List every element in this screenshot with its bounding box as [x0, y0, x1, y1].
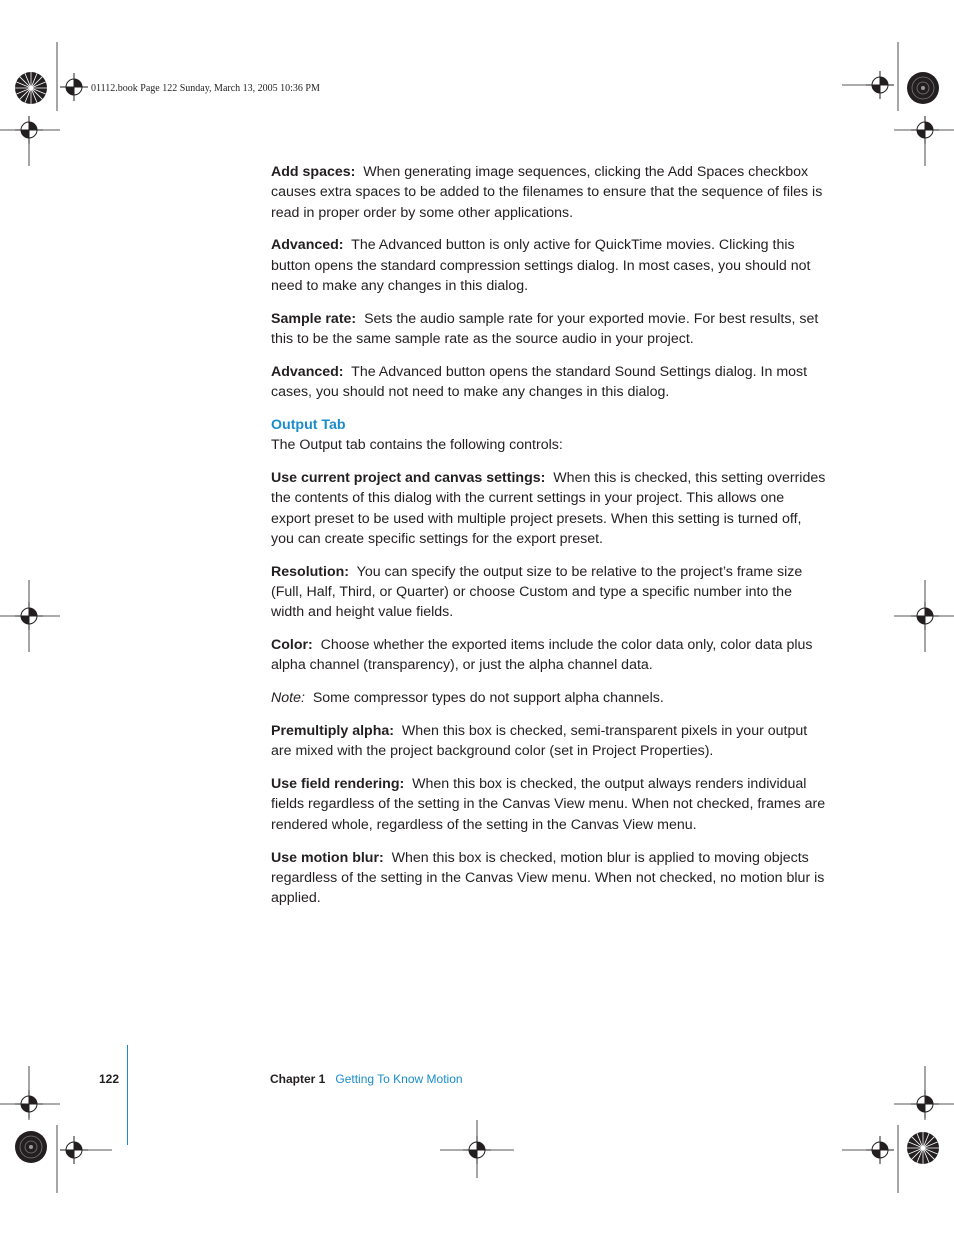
term-label: Resolution:	[271, 563, 350, 580]
note-text: Some compressor types do not support alpha channels.	[312, 690, 664, 707]
term-label: Use motion blur:	[271, 849, 384, 866]
section-intro: The Output tab contains the following controls:	[271, 437, 563, 454]
paragraph-motion-blur	[271, 848, 827, 909]
paragraph-advanced-audio	[271, 362, 827, 403]
paragraph-text: You can specify the output size to be relative to the project’s frame size (Full, Half, Third, or Quarter) or choose Custom and type a specific number into the width and height value fields.	[271, 563, 803, 621]
term-label: Advanced:	[271, 363, 344, 380]
body-text	[271, 162, 827, 921]
paragraph-add-spaces	[271, 162, 827, 223]
paragraph-text: Choose whether the exported items include the color data only, color data plus alpha channel (transparency), or just the alpha channel data.	[271, 637, 813, 674]
paragraph-text: When this box is checked, motion blur is applied to moving objects regardless of the setting in the Canvas View menu. When not checked, no motion blur is applied.	[271, 849, 825, 907]
paragraph-text: When this box is checked, the output always renders individual fields regardless of the setting in the Canvas View menu. When not checked, frames are rendered whole, regardless of the setting in the Canvas View menu.	[271, 776, 826, 833]
term-label: Add spaces:	[271, 164, 356, 180]
paragraph-advanced-video	[271, 235, 827, 296]
paragraph-text: When this box is checked, semi-transparent pixels in your output are mixed with the project background color (set in Project Properties).	[271, 723, 808, 760]
print-slug: 01112.book Page 122 Sunday, March 13, 2005 10:36 PM	[91, 83, 320, 94]
paragraph-text: When generating image sequences, clicking the Add Spaces checkbox causes extra spaces to be added to the filenames to ensure that the sequence of files is read in proper order by some other applications.	[271, 164, 823, 221]
running-footer	[270, 1072, 463, 1086]
paragraph-text: The Advanced button is only active for QuickTime movies. Clicking this button opens the standard compression settings dialog. In most cases, you should not need to make any changes in this dialog.	[271, 237, 811, 294]
paragraph-text: Sets the audio sample rate for your exported movie. For best results, set this to be the same sample rate as the source audio in your project.	[271, 310, 819, 348]
paragraph-use-current-settings	[271, 468, 827, 549]
chapter-label: Chapter 1	[270, 1072, 326, 1086]
term-label: Premultiply alpha:	[271, 723, 394, 740]
note-label: Note:	[271, 690, 305, 707]
footer-rule	[127, 1045, 128, 1145]
paragraph-premultiply-alpha	[271, 721, 827, 762]
paragraph-color	[271, 635, 827, 676]
term-label: Sample rate:	[271, 310, 357, 327]
term-label: Color:	[271, 637, 313, 654]
paragraph-sample-rate	[271, 309, 827, 350]
term-label: Advanced:	[271, 237, 344, 254]
section-heading: Output Tab	[271, 416, 346, 433]
note	[271, 688, 827, 708]
paragraph-field-rendering	[271, 774, 827, 835]
term-label: Use current project and canvas settings:	[271, 470, 546, 487]
paragraph-text: The Advanced button opens the standard Sound Settings dialog. In most cases, you should not need to make any changes in this dialog.	[271, 363, 808, 401]
paragraph-text: When this is checked, this setting overrides the contents of this dialog with the current settings in your project. This allows one export preset to be used with multiple project presets. When this setting is turned off, you can create specific settings for the export preset.	[271, 470, 826, 547]
page-number: 122	[99, 1072, 120, 1086]
paragraph-resolution	[271, 562, 827, 623]
term-label: Use field rendering:	[271, 776, 405, 793]
chapter-title: Getting To Know Motion	[335, 1072, 463, 1086]
